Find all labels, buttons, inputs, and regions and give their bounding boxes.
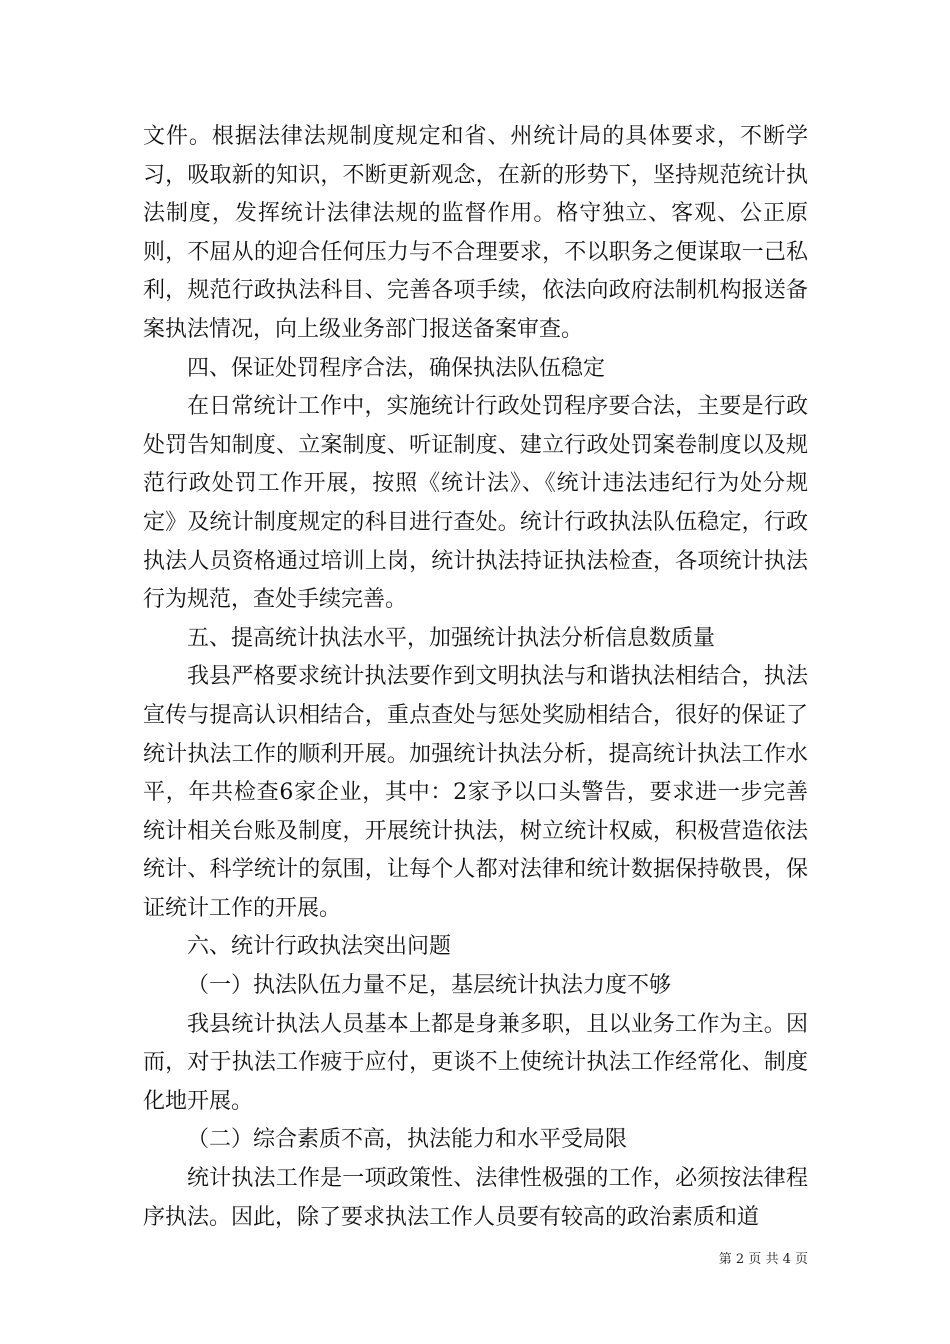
page-number-footer: 第 2 页 共 4 页 — [718, 1252, 808, 1267]
paragraph: 我县统计执法人员基本上都是身兼多职，且以业务工作为主。因而，对于执法工作疲于应付，更谈不上使统计执法工作经常化、制度化地开展。 — [143, 1011, 808, 1114]
paragraph: 统计执法工作是一项政策性、法律性极强的工作，必须按法律程序执法。因此，除了要求执法工作人员要有较高的政治素质和道 — [143, 1166, 808, 1230]
section-heading-5: 五、提高统计执法水平，加强统计执法分析信息数质量 — [187, 625, 716, 651]
paragraph: 在日常统计工作中，实施统计行政处罚程序要合法，主要是行政处罚告知制度、立案制度、听证制度、建立行政处罚案卷制度以及规范行政处罚工作开展，按照《统计法》、《统计违法违纪行为处分规定》及统计制度规定的科目进行查处。统计行政执法队伍稳定，行政执法人员资格通过培训上岗，统计执法持证执法检查，各项统计执法行为规范，查处手续完善。 — [143, 394, 808, 613]
section-heading-4: 四、保证处罚程序合法，确保执法队伍稳定 — [187, 355, 606, 381]
subsection-heading-1: （一）执法队伍力量不足，基层统计执法力度不够 — [187, 973, 672, 999]
paragraph: 我县严格要求统计执法要作到文明执法与和谐执法相结合，执法宣传与提高认识相结合，重点查处与惩处奖励相结合，很好的保证了统计执法工作的顺利开展。加强统计执法分析，提高统计执法工作水平，年共检查6家企业，其中：2家予以口头警告，要求进一步完善统计相关台账及制度，开展统计执法，树立统计权威，积极营造依法统计、科学统计的氛围，让每个人都对法律和统计数据保持敬畏，保证统计工作的开展。 — [143, 664, 808, 921]
paragraph-continuation: 文件。根据法律法规制度规定和省、州统计局的具体要求，不断学习，吸取新的知识，不断更新观念，在新的形势下，坚持规范统计执法制度，发挥统计法律法规的监督作用。格守独立、客观、公正原则，不屈从的迎合任何压力与不合理要求，不以职务之便谋取一己私利，规范行政执法科目、完善各项手续，依法向政府法制机构报送备案执法情况，向上级业务部门报送备案审查。 — [143, 124, 808, 342]
document-body — [143, 118, 808, 1237]
section-heading-6: 六、统计行政执法突出问题 — [187, 934, 452, 960]
subsection-heading-2: （二）综合素质不高，执法能力和水平受局限 — [187, 1127, 628, 1153]
